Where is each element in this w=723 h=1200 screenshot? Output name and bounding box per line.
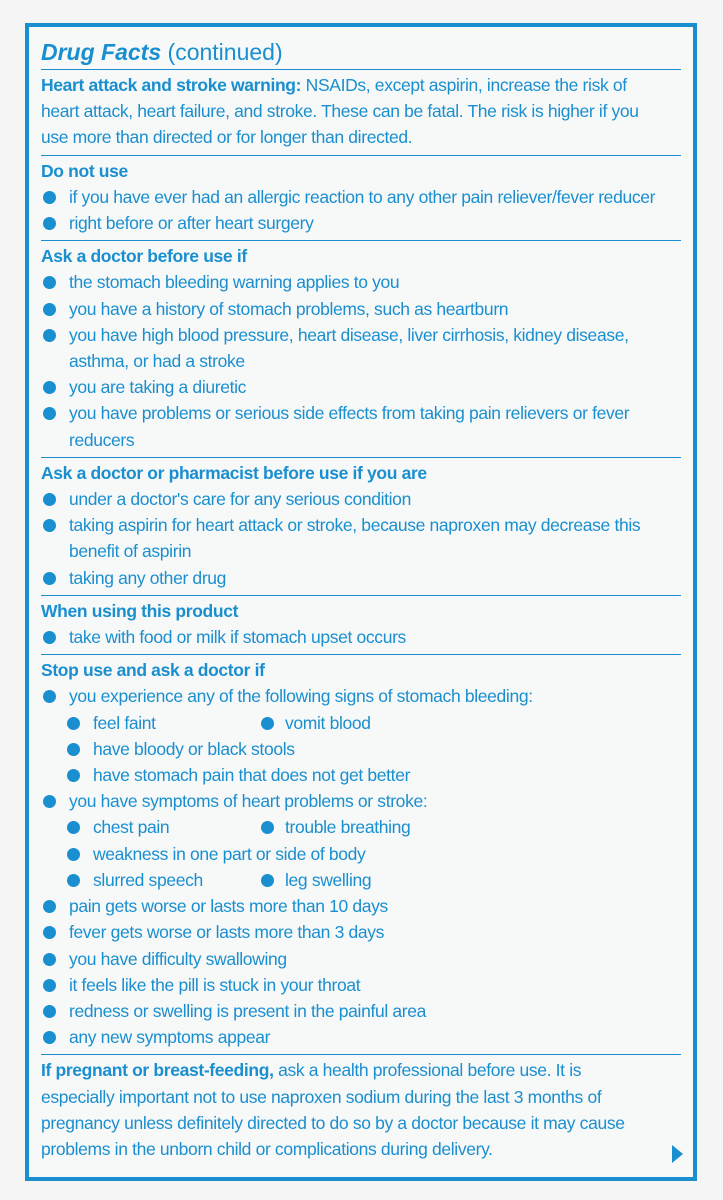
- list-item: you have problems or serious side effects from taking pain relievers or fever reducers: [41, 400, 681, 452]
- sub-list-row: chest pain trouble breathing: [41, 814, 681, 840]
- bullet-icon: [43, 690, 56, 703]
- when-using-section: [41, 596, 681, 655]
- bullet-icon: [261, 874, 274, 887]
- pregnancy-section: [41, 1055, 681, 1166]
- list-item: any new symptoms appear: [41, 1024, 681, 1050]
- heart-warning-heading: Heart attack and stroke warning:: [41, 75, 302, 95]
- bullet-icon: [43, 407, 56, 420]
- sub-list-item: have stomach pain that does not get better: [41, 762, 681, 788]
- bullet-icon: [43, 493, 56, 506]
- list-item: the stomach bleeding warning applies to you: [41, 269, 681, 295]
- drug-facts-content: [41, 39, 681, 1166]
- bullet-icon: [261, 717, 274, 730]
- list-item: redness or swelling is present in the painful area: [41, 998, 681, 1024]
- list-item: take with food or milk if stomach upset occurs: [41, 624, 681, 650]
- list-item: you have high blood pressure, heart disease, liver cirrhosis, kidney disease, asthma, or had a stroke: [41, 322, 681, 374]
- stop-use-heading: Stop use and ask a doctor if: [41, 660, 265, 681]
- ask-doctor-heading: Ask a doctor before use if: [41, 246, 247, 267]
- sub-list-row: feel faint vomit blood: [41, 710, 681, 736]
- sub-list-item: weakness in one part or side of body: [41, 841, 681, 867]
- bullet-icon: [43, 329, 56, 342]
- ask-doctor-section: [41, 241, 681, 458]
- bullet-icon: [67, 874, 80, 887]
- pregnancy-line: especially important not to use naproxen sodium during the last 3 months of: [41, 1086, 602, 1107]
- list-item: you experience any of the following signs of stomach bleeding:: [41, 683, 681, 709]
- bullet-icon: [67, 821, 80, 834]
- list-item: fever gets worse or lasts more than 3 days: [41, 919, 681, 945]
- heart-warning-line: heart attack, heart failure, and stroke. These can be fatal. The risk is higher if you: [41, 101, 639, 122]
- pregnancy-line: ask a health professional before use. It is: [273, 1060, 582, 1081]
- bullet-icon: [67, 717, 80, 730]
- pregnancy-heading: If pregnant or breast-feeding,: [41, 1060, 274, 1081]
- list-item: it feels like the pill is stuck in your throat: [41, 972, 681, 998]
- bullet-icon: [43, 979, 56, 992]
- sub-list-item: have bloody or black stools: [41, 736, 681, 762]
- list-item: taking aspirin for heart attack or stroke, because naproxen may decrease this benefit of aspirin: [41, 512, 681, 564]
- list-item: right before or after heart surgery: [41, 210, 681, 236]
- title-suffix: (continued): [161, 39, 283, 65]
- list-item: taking any other drug: [41, 565, 681, 591]
- bullet-icon: [43, 900, 56, 913]
- list-item: pain gets worse or lasts more than 10 days: [41, 893, 681, 919]
- heart-warning-section: [41, 70, 681, 156]
- ask-pharmacist-section: [41, 458, 681, 596]
- bullet-icon: [261, 821, 274, 834]
- bullet-icon: [43, 217, 56, 230]
- title-bold: Drug Facts: [41, 39, 162, 65]
- continue-arrow-icon: [672, 1145, 683, 1163]
- list-item: you have a history of stomach problems, such as heartburn: [41, 296, 681, 322]
- drug-facts-panel: [25, 23, 697, 1181]
- bullet-icon: [67, 848, 80, 861]
- bullet-icon: [43, 519, 56, 532]
- bullet-icon: [43, 1005, 56, 1018]
- list-item: if you have ever had an allergic reaction to any other pain reliever/fever reducer: [41, 184, 681, 210]
- bullet-icon: [43, 953, 56, 966]
- bullet-icon: [43, 926, 56, 939]
- do-not-use-section: [41, 156, 681, 242]
- list-item: you are taking a diuretic: [41, 374, 681, 400]
- list-item: you have symptoms of heart problems or stroke:: [41, 788, 681, 814]
- pregnancy-line: pregnancy unless definitely directed to do so by a doctor because it may cause: [41, 1112, 625, 1133]
- bullet-icon: [43, 631, 56, 644]
- bullet-icon: [43, 276, 56, 289]
- when-using-heading: When using this product: [41, 600, 239, 621]
- pregnancy-line: problems in the unborn child or complications during delivery.: [41, 1138, 493, 1159]
- bullet-icon: [43, 303, 56, 316]
- heart-warning-line: use more than directed or for longer than directed.: [41, 127, 413, 148]
- ask-pharmacist-heading: Ask a doctor or pharmacist before use if you are: [41, 462, 427, 483]
- bullet-icon: [43, 572, 56, 585]
- panel-title: [41, 39, 681, 70]
- bullet-icon: [43, 381, 56, 394]
- bullet-icon: [43, 191, 56, 204]
- stop-use-section: [41, 655, 681, 1055]
- bullet-icon: [67, 743, 80, 756]
- do-not-use-heading: Do not use: [41, 160, 128, 181]
- bullet-icon: [43, 795, 56, 808]
- bullet-icon: [43, 1031, 56, 1044]
- heart-warning-line: NSAIDs, except aspirin, increase the risk of: [301, 75, 627, 95]
- list-item: under a doctor's care for any serious condition: [41, 486, 681, 512]
- list-item: you have difficulty swallowing: [41, 946, 681, 972]
- bullet-icon: [67, 769, 80, 782]
- sub-list-row: slurred speech leg swelling: [41, 867, 681, 893]
